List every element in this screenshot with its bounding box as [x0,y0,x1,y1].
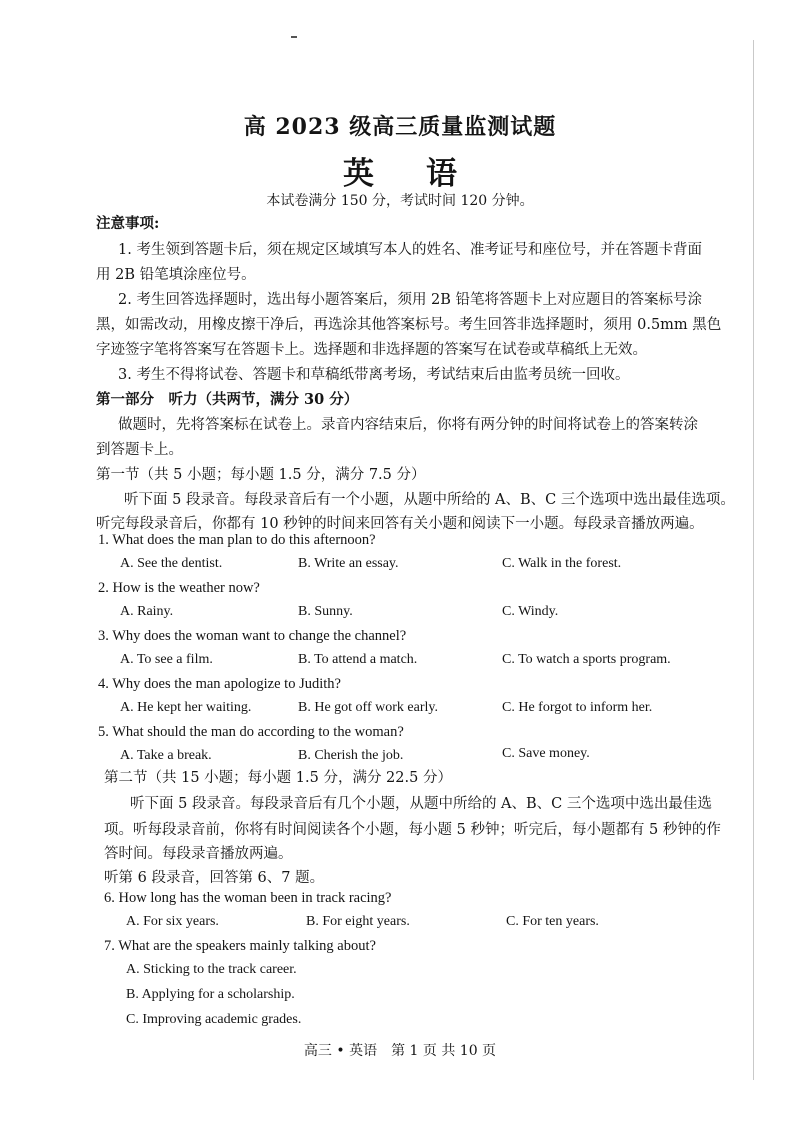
note-2-line-1: 2. 考生回答选择题时，选出每小题答案后，须用 2B 铅笔将答题卡上对应题目的答案标号涂 [118,292,703,308]
question-1-option-a: A. See the dentist. [120,556,223,571]
question-5-option-a: A. Take a break. [120,748,212,763]
part1-heading: 第一部分 听力（共两节，满分 30 分） [96,391,359,408]
question-4-option-a: A. He kept her waiting. [120,700,252,715]
note-1-line-1: 1. 考生领到答题卡后，须在规定区域填写本人的姓名、准考证号和座位号，并在答题卡背面 [118,242,702,258]
question-1-option-b: B. Write an essay. [298,556,399,571]
question-2-option-a: A. Rainy. [120,604,174,619]
part1-intro-line-1: 做题时，先将答案标在试卷上。录音内容结束后，你将有两分钟的时间将试卷上的答案转涂 [118,417,698,433]
note-2-line-2: 黑，如需改动，用橡皮擦干净后，再选涂其他答案标号。考生回答非选择题时，须用 0.5mm 黑色 [96,317,722,333]
section1-instr-line-1: 听下面 5 段录音。每段录音后有一个小题，从题中所给的 A、B、C 三个选项中选出最佳选项。 [124,492,735,508]
subject-title: 英语 [343,156,509,192]
question-4-option-c: C. He forgot to inform her. [502,700,653,715]
question-3-option-c: C. To watch a sports program. [502,652,671,667]
section2-subheading: 听第 6 段录音，回答第 6、7 题。 [104,870,325,886]
section2-instr-line-2: 项。听每段录音前，你将有时间阅读各个小题，每小题 5 秒钟；听完后，每小题都有 5 秒钟的作 [104,822,721,838]
question-5-option-c: C. Save money. [502,746,590,761]
note-2-line-3: 字迹签字笔将答案写在答题卡上。选择题和非选择题的答案写在试卷或草稿纸上无效。 [96,342,647,358]
section2-instr-line-1: 听下面 5 段录音。每段录音后有几个小题，从题中所给的 A、B、C 三个选项中选出最佳选 [130,796,712,812]
question-1-stem: 1. What does the man plan to do this afternoon? [98,532,376,548]
question-7-option-c: C. Improving academic grades. [126,1012,302,1027]
question-4-stem: 4. Why does the man apologize to Judith? [98,676,341,692]
question-3-option-a: A. To see a film. [120,652,213,667]
question-6-option-c: C. For ten years. [506,914,599,929]
question-2-stem: 2. How is the weather now? [98,580,260,596]
notes-heading: 注意事项: [96,215,160,232]
question-6-option-b: B. For eight years. [306,914,410,929]
section2-instr-line-3: 答时间。每段录音播放两遍。 [104,846,293,862]
question-2-option-b: B. Sunny. [298,604,353,619]
question-6-stem: 6. How long has the woman been in track racing? [104,890,392,906]
question-2-option-c: C. Windy. [502,604,559,619]
section1-heading: 第一节（共 5 小题；每小题 1.5 分，满分 7.5 分） [96,467,426,483]
question-7-option-b: B. Applying for a scholarship. [126,987,295,1002]
question-1-option-c: C. Walk in the forest. [502,556,622,571]
exam-title: 高 2023 级高三质量监测试题 [243,114,557,140]
scan-mark [291,36,297,38]
note-1-line-2: 用 2B 铅笔填涂座位号。 [96,267,256,283]
part1-intro-line-2: 到答题卡上。 [96,442,183,458]
page-footer: 高三 • 英语 第 1 页 共 10 页 [303,1043,497,1059]
question-7-stem: 7. What are the speakers mainly talking about? [104,938,376,954]
question-6-option-a: A. For six years. [126,914,219,929]
note-3: 3. 考生不得将试卷、答题卡和草稿纸带离考场，考试结束后由监考员统一回收。 [118,367,630,383]
question-3-stem: 3. Why does the woman want to change the channel? [98,628,407,644]
section1-instr-line-2: 听完每段录音后，你都有 10 秒钟的时间来回答有关小题和阅读下一小题。每段录音播放两遍。 [96,516,704,532]
question-5-stem: 5. What should the man do according to the woman? [98,724,404,740]
question-7-option-a: A. Sticking to the track career. [126,962,297,977]
question-5-option-b: B. Cherish the job. [298,748,404,763]
score-line: 本试卷满分 150 分，考试时间 120 分钟。 [266,193,534,209]
question-3-option-b: B. To attend a match. [298,652,418,667]
section2-heading: 第二节（共 15 小题；每小题 1.5 分，满分 22.5 分） [104,770,452,786]
question-4-option-b: B. He got off work early. [298,700,438,715]
